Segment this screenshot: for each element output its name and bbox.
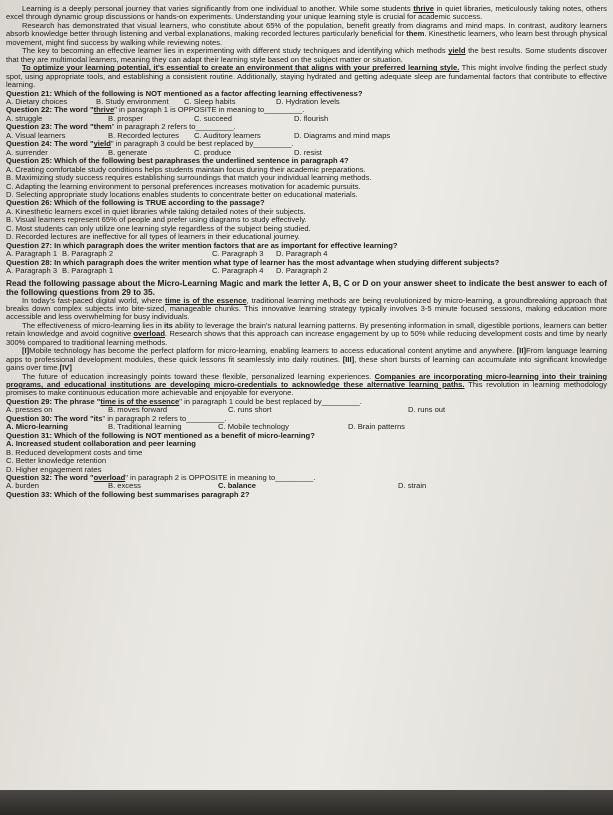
q23-option-c[interactable]: C. Auditory learners: [194, 130, 261, 140]
section-instruction: Read the following passage about the Micro-Learning Magic and mark the letter A, B, C or D on your answer sheet to indicate the best answer to each of the following questions from 29 to 35.: [6, 277, 607, 297]
word-overload: overload: [133, 329, 166, 339]
q31-option-c[interactable]: C. Better knowledge retention: [6, 456, 107, 466]
q29-option-d[interactable]: D. runs out: [408, 405, 446, 415]
passage1-paragraph4: To optimize your learning potential, it's essential to create an environment that aligns with your preferred learning style. This might involve finding the perfect study spot, using appropriate tools, and establishing a consistent routine. Additionally, staying hydrated and getting adequate sleep are fundamental factors that contribute to effective learning.: [6, 63, 607, 90]
underlined-sentence-2: Companies are incorporating micro-learning into their training programs, and educational institutions are developing micro-credentials to acknowledge these alternative learning paths.: [6, 371, 607, 390]
q31-stem: Question 31: Which of the following is NOT mentioned as a benefit of micro-learning?: [6, 430, 315, 440]
q21-option-a[interactable]: A. Dietary choices: [6, 96, 68, 106]
q23-option-b[interactable]: B. Recorded lectures: [108, 130, 179, 140]
q29-option-b[interactable]: B. moves forward: [108, 405, 168, 415]
q32-option-a[interactable]: A. burden: [6, 481, 39, 491]
q28-stem: Question 28: In which paragraph does the writer mention what type of learner has the most advantage when studying different subjects?: [6, 257, 500, 267]
q25-option-a[interactable]: A. Creating comfortable study conditions helps students maintain focus during their academic preparations.: [6, 164, 366, 174]
passage1-paragraph3: The key to becoming an effective learner lies in experimenting with different study techniques and identifying which methods yield the best results. Some students discover that they are multimodal learners, meaning they can adapt their learning style based on the subject matter or situation.: [6, 46, 607, 64]
q30-option-a[interactable]: A. Micro-learning: [6, 422, 69, 432]
q24-option-b[interactable]: B. generate: [108, 147, 148, 157]
q24-option-d[interactable]: D. resist: [294, 147, 322, 157]
q26-option-c[interactable]: C. Most students can only utilize one learning style regardless of the subject being studied.: [6, 223, 311, 233]
passage2-paragraph3: [I]Mobile technology has become the perfect platform for micro-learning, enabling learners to access educational content anytime and anywhere. [II]From language learning apps to professional development modules, these quick lessons fit seamlessly into daily routines. [III], these short bursts of learning can accumulate into significant knowledge gains over time.[IV]: [6, 346, 607, 373]
word-yield: yield: [448, 46, 466, 56]
passage1-paragraph2: Research has demonstrated that visual learners, who constitute about 65% of the population, benefit greatly from diagrams and mind maps. In contrast, auditory learners absorb knowledge better through listening and verbal explanations, making recorded lectures particularly beneficial for them. Kinesthetic learners, who learn best through physical movement, might find success by walking while reviewing notes.: [6, 20, 608, 47]
q28-option-a[interactable]: A. Paragraph 3: [6, 266, 58, 276]
q23-option-a[interactable]: A. Visual learners: [6, 130, 66, 140]
q21-option-d[interactable]: D. Hydration levels: [276, 96, 340, 106]
q28-option-c[interactable]: C. Paragraph 4: [212, 266, 264, 276]
q31-option-d[interactable]: D. Higher engagement rates: [6, 464, 102, 474]
q22-option-b[interactable]: B. prosper: [108, 113, 144, 123]
passage2-paragraph4: The future of education increasingly points toward these flexible, personalized learning experiences. Companies are incorporating micro-learning into their training programs, and educational institutions are developing micro-credentials to acknowledge these alternative learning paths. This revolution in learning methodology promises to make continuous education more achievable and enjoyable for everyone.: [6, 371, 607, 398]
underlined-sentence: To optimize your learning potential, it's essential to create an environment that aligns with your preferred learning style.: [22, 63, 460, 73]
q31-option-a[interactable]: A. Increased student collaboration and peer learning: [6, 439, 196, 449]
phrase-time-essence: time is of the essence: [165, 295, 247, 305]
word-its: its: [163, 320, 173, 330]
q26-stem: Question 26: Which of the following is TRUE according to the passage?: [6, 198, 265, 208]
q31-option-b[interactable]: B. Reduced development costs and time: [6, 447, 143, 457]
q27-option-d[interactable]: D. Paragraph 4: [276, 249, 328, 259]
q23-stem: Question 23: The word "them" in paragraph 2 refers to_________.: [6, 122, 236, 132]
q27-option-b[interactable]: B. Paragraph 2: [62, 249, 114, 259]
q33-stem: Question 33: Which of the following best summarises paragraph 2?: [6, 489, 250, 499]
q27-stem: Question 27: In which paragraph does the writer mention factors that are as important for effective learning?: [6, 240, 398, 250]
q21-option-b[interactable]: B. Study environment: [96, 96, 169, 106]
q24-option-a[interactable]: A. surrender: [6, 147, 48, 157]
q26-option-d[interactable]: D. Recorded lectures are ineffective for all types of learners in their educational journey.: [6, 232, 300, 242]
q30-option-d[interactable]: D. Brain patterns: [348, 422, 405, 432]
q23-option-d[interactable]: D. Diagrams and mind maps: [294, 130, 391, 140]
q30-stem: Question 30: The word "its" in paragraph 2 refers to_________.: [6, 413, 227, 423]
q27-option-c[interactable]: C. Paragraph 3: [212, 249, 264, 259]
q24-stem: Question 24: The word "yield" in paragraph 3 could be best replaced by_________.: [6, 139, 294, 149]
word-them: them: [406, 29, 425, 39]
q22-option-d[interactable]: D. flourish: [294, 113, 329, 123]
word-thrive: thrive: [413, 4, 434, 13]
passage1-paragraph1: Learning is a deeply personal journey that varies significantly from one individual to another. While some students thrive in quiet libraries, meticulously taking notes, others excel through dynamic group discussions or hands-on experiments. Understanding your unique learning style is crucial for academic success.: [6, 4, 607, 22]
q32-stem: Question 32: The word "overload" in paragraph 2 is OPPOSITE in meaning to_________.: [6, 473, 316, 483]
q29-option-a[interactable]: A. presses on: [6, 405, 53, 415]
q25-option-c[interactable]: C. Adapting the learning environment to personal preferences increases motivation for academic pursuits.: [6, 181, 361, 191]
q22-stem: Question 22: The word "thrive" in paragraph 1 is OPPOSITE in meaning to_________.: [6, 105, 305, 115]
q27-option-a[interactable]: A. Paragraph 1: [6, 249, 58, 259]
background-surface: [0, 790, 613, 815]
q32-option-d[interactable]: D. strain: [398, 481, 427, 491]
q30-option-b[interactable]: B. Traditional learning: [108, 422, 182, 432]
q29-stem: Question 29: The phrase "time is of the essence" in paragraph 1 could be best replaced by_________.: [6, 396, 362, 406]
q25-stem: Question 25: Which of the following best paraphrases the underlined sentence in paragraph 4?: [6, 156, 349, 166]
q22-option-a[interactable]: A. struggle: [6, 113, 43, 123]
q25-option-d[interactable]: D. Selecting appropriate study locations enables students to concentrate better on educational materials.: [6, 189, 358, 199]
q28-options: [6, 267, 607, 275]
q30-option-c[interactable]: C. Mobile technology: [218, 422, 289, 432]
q29-option-c[interactable]: C. runs short: [228, 405, 272, 415]
q25-option-b[interactable]: B. Maximizing study success requires establishing surroundings that match your individual learning methods.: [6, 173, 372, 183]
passage2-paragraph1: In today's fast-paced digital world, where time is of the essence, traditional learning methods are being revolutionized by micro-learning, a groundbreaking approach that breaks down complex subjects into bite-sized, manageable chunks. This innovative learning strategy typically involves 3-5 minute focused sessions, making education more accessible and less overwhelming for busy individuals.: [6, 295, 607, 322]
q26-option-b[interactable]: B. Visual learners represent 65% of people and prefer using diagrams to study effectively.: [6, 215, 307, 225]
q28-option-b[interactable]: B. Paragraph 1: [62, 266, 114, 276]
q32-option-c[interactable]: C. balance: [218, 481, 256, 491]
q32-option-b[interactable]: B. excess: [108, 481, 141, 491]
q21-option-c[interactable]: C. Sleep habits: [184, 96, 236, 106]
q28-option-d[interactable]: D. Paragraph 2: [276, 266, 328, 276]
q24-option-c[interactable]: C. produce: [194, 147, 232, 157]
q22-option-c[interactable]: C. succeed: [194, 113, 232, 123]
q26-option-a[interactable]: A. Kinesthetic learners excel in quiet libraries while taking detailed notes of their subjects.: [6, 206, 306, 216]
q21-stem: Question 21: Which of the following is NOT mentioned as a factor affecting learning effectiveness?: [6, 88, 363, 98]
passage2-paragraph2: The effectiveness of micro-learning lies in its ability to leverage the brain's natural learning patterns. By presenting information in small, digestible portions, learners can better retain knowledge and avoid cognitive overload. Research shows that this approach can increase engagement by up to 50% while reducing development costs and time by nearly 300% compared to traditional learning methods.: [6, 320, 607, 347]
